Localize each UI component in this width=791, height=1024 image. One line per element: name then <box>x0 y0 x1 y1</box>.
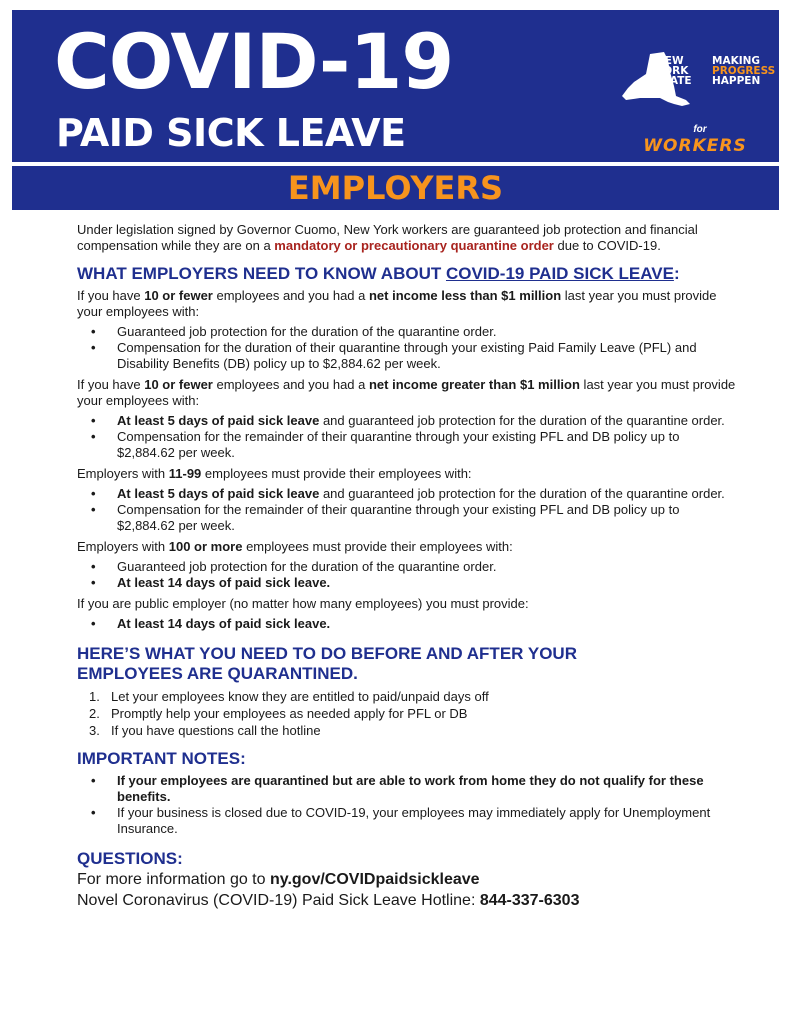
text-run: If you have <box>77 288 145 303</box>
bold-text: net income greater than $1 million <box>368 377 580 392</box>
group-bullets <box>91 486 737 534</box>
section1-heading-prefix: WHAT EMPLOYERS NEED TO KNOW ABOUT <box>77 264 446 283</box>
group-intro <box>77 466 737 482</box>
text-run: Employers with <box>77 466 169 481</box>
step-item <box>89 722 737 739</box>
list-item <box>91 616 737 632</box>
text-run: employees must provide their employees with: <box>242 539 513 554</box>
step-text: If you have questions call the hotline <box>111 723 321 738</box>
text-run: Guaranteed job protection for the duration of the quarantine order. <box>117 324 497 339</box>
notes-list <box>91 773 737 837</box>
list-item <box>91 559 737 575</box>
group-intro <box>77 288 737 320</box>
group-bullets <box>91 413 737 461</box>
group-bullets <box>91 559 737 591</box>
text-run: and guaranteed job protection for the duration of the quarantine order. <box>319 486 725 501</box>
slogan-wordmark <box>712 56 775 86</box>
header-banner <box>12 10 779 162</box>
list-item <box>91 502 737 534</box>
website-link[interactable]: ny.gov/COVIDpaidsickleave <box>269 871 480 888</box>
intro-part2: due to COVID-19. <box>553 238 661 253</box>
steps-list <box>89 688 737 739</box>
step-number: 3. <box>89 723 100 738</box>
bold-text: 10 or fewer <box>144 288 213 303</box>
bold-text: 10 or fewer <box>144 377 213 392</box>
logo-line-york: YORK <box>656 65 689 77</box>
text-run: Compensation for the remainder of their quarantine through your existing PFL and DB policy up to $2,884.62 per week. <box>117 429 680 460</box>
text-run: employees must provide their employees with: <box>201 466 472 481</box>
text-run: If you have <box>77 377 145 392</box>
list-item <box>91 575 737 591</box>
bold-text: At least 14 days of paid sick leave. <box>117 575 331 590</box>
list-item <box>91 486 737 502</box>
bold-text: net income less than $1 million <box>368 288 562 303</box>
logo-line-new: NEW <box>656 55 684 67</box>
hotline-prefix: Novel Coronavirus (COVID-19) Paid Sick Leave Hotline: <box>77 892 480 909</box>
section2-heading <box>77 644 737 684</box>
logo-line-state: STATE <box>656 75 692 87</box>
intro-highlight: mandatory or precautionary quarantine order <box>274 238 554 253</box>
main-content <box>77 222 737 911</box>
note-item <box>91 773 737 805</box>
section-banner-label: EMPLOYERS <box>287 169 504 207</box>
nys-logo <box>612 52 782 162</box>
questions-line-hotline <box>77 890 737 911</box>
slogan-happen: HAPPEN <box>712 75 761 87</box>
text-run: Employers with <box>77 539 169 554</box>
text-run: If you are public employer (no matter how many employees) you must provide: <box>77 596 529 611</box>
list-item <box>91 413 737 429</box>
intro-paragraph <box>77 222 737 254</box>
text-run: Compensation for the duration of their quarantine through your existing Paid Family Leave (PFL) and Disability Benefits (DB) policy up to $2,884.62 per week. <box>117 340 697 371</box>
group-intro <box>77 377 737 409</box>
text-run: If your business is closed due to COVID-19, your employees may immediately apply for Unemployment Insurance. <box>117 805 711 836</box>
bold-text: At least 14 days of paid sick leave. <box>117 616 331 631</box>
step-item <box>89 705 737 722</box>
text-run: last year you must provide your employees with: <box>77 377 736 408</box>
hotline-number[interactable]: 844-337-6303 <box>479 892 580 909</box>
section1-heading-link[interactable]: COVID-19 PAID SICK LEAVE <box>445 264 674 283</box>
section2-heading-line1: HERE’S WHAT YOU NEED TO DO BEFORE AND AFTER YOUR <box>77 644 577 663</box>
group-bullets <box>91 324 737 372</box>
list-item <box>91 340 737 372</box>
text-run: employees and you had a <box>212 288 369 303</box>
section2-heading-line2: EMPLOYEES ARE QUARANTINED. <box>77 664 358 683</box>
bold-text: 100 or more <box>168 539 243 554</box>
ny-state-wordmark <box>656 56 692 86</box>
slogan-making: MAKING <box>712 55 761 67</box>
section-banner <box>12 166 779 210</box>
step-text: Let your employees know they are entitled to paid/unpaid days off <box>111 689 489 704</box>
questions-heading: QUESTIONS: <box>77 849 183 868</box>
step-number: 1. <box>89 689 100 704</box>
employer-groups <box>77 288 737 632</box>
group-intro <box>77 539 737 555</box>
list-item <box>91 429 737 461</box>
text-run: Guaranteed job protection for the duration of the quarantine order. <box>117 559 497 574</box>
page-subtitle: PAID SICK LEAVE <box>56 111 406 155</box>
bold-text: If your employees are quarantined but are able to work from home they do not qualify for these benefits. <box>117 773 704 804</box>
note-item <box>91 805 737 837</box>
step-number: 2. <box>89 706 100 721</box>
text-run: and guaranteed job protection for the duration of the quarantine order. <box>319 413 725 428</box>
bold-text: At least 5 days of paid sick leave <box>117 486 320 501</box>
intro-part1: Under legislation signed by Governor Cuomo, New York workers are guaranteed job protection and financial compensation while they are on a <box>77 222 698 253</box>
bold-text: 11-99 <box>168 466 202 481</box>
logo-for: for <box>693 124 707 135</box>
questions-line-website <box>77 869 737 890</box>
text-run: employees and you had a <box>212 377 369 392</box>
section1-heading <box>77 264 737 284</box>
bold-text: At least 5 days of paid sick leave <box>117 413 320 428</box>
group-intro <box>77 596 737 612</box>
website-prefix: For more information go to <box>77 871 270 888</box>
section3-heading: IMPORTANT NOTES: <box>77 749 246 768</box>
text-run: Compensation for the remainder of their quarantine through your existing PFL and DB policy up to $2,884.62 per week. <box>117 502 680 533</box>
step-item <box>89 688 737 705</box>
logo-workers: WORKERS <box>643 136 747 156</box>
section1-heading-suffix: : <box>673 264 680 283</box>
list-item <box>91 324 737 340</box>
step-text: Promptly help your employees as needed apply for PFL or DB <box>111 706 468 721</box>
page-title: COVID-19 <box>54 17 454 106</box>
text-run: last year you must provide your employees with: <box>77 288 717 319</box>
slogan-progress: PROGRESS <box>712 65 776 77</box>
group-bullets <box>91 616 737 632</box>
